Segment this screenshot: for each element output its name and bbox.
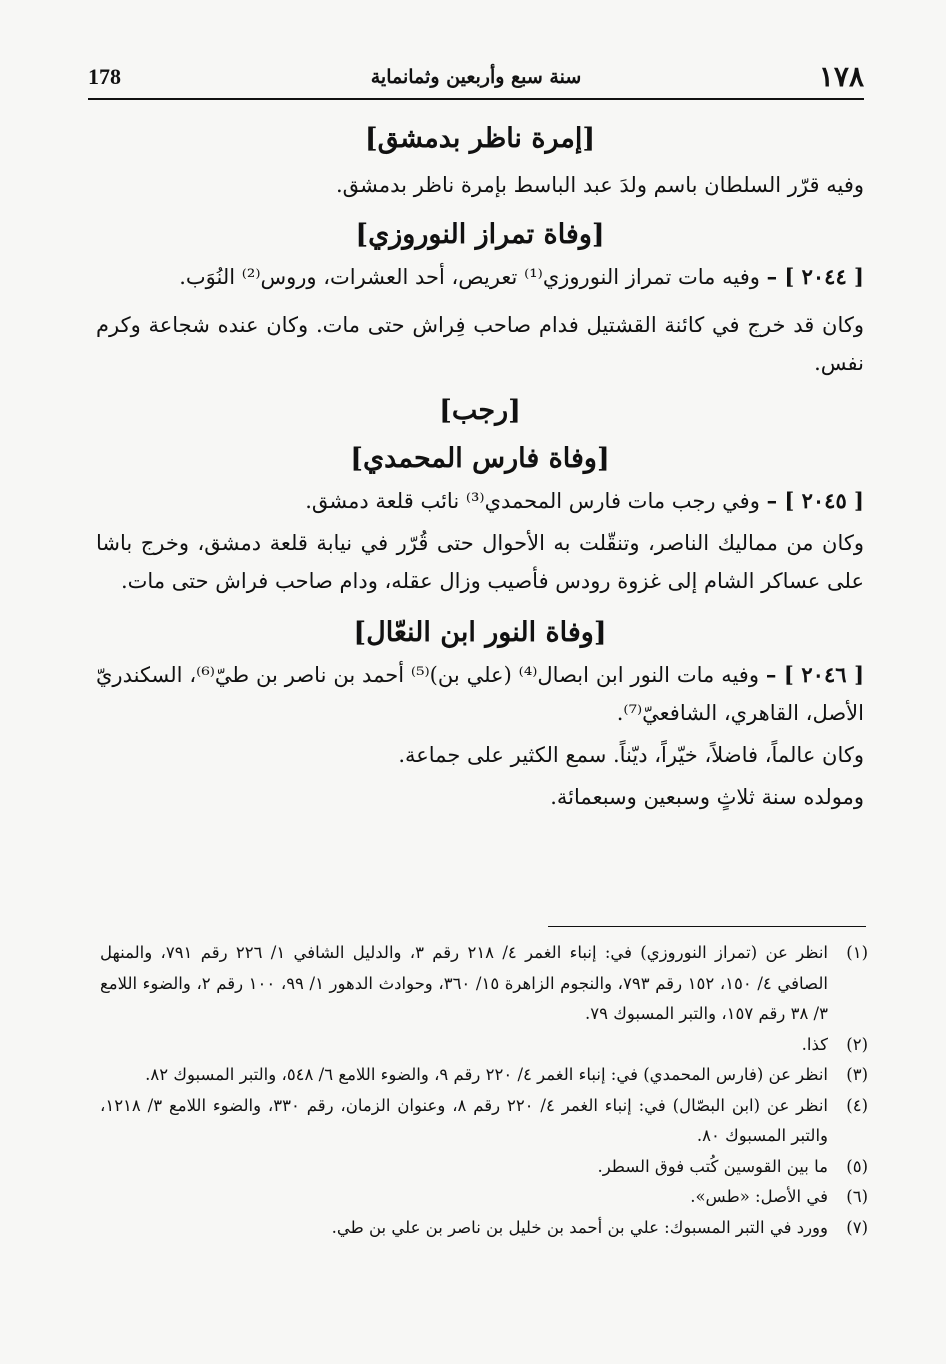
footnote-number: (٧) [846, 1217, 868, 1237]
footnote-number: (٦) [846, 1187, 868, 1206]
footnote-text: وورد في التبر المسبوك: علي بن أحمد بن خليل بن ناصر بن علي بن طي. [331, 1217, 828, 1237]
footnote-number: (١) [846, 943, 868, 962]
footnote-number: (٥) [846, 1156, 868, 1176]
section-heading: [وفاة النور ابن النعّال] [353, 617, 607, 648]
page-header [88, 58, 864, 100]
entry-number: [ ٢٠٤٤ ] – [766, 264, 864, 289]
section-heading: [وفاة تمراز النوروزي] [355, 219, 605, 250]
footnotes [100, 938, 868, 1243]
running-title: سنة سبع وأربعين وثمانماية [370, 66, 582, 88]
main-text [96, 120, 864, 816]
section-heading: [إمرة ناظر بدمشق] [364, 123, 596, 154]
footnote-text: انظر عن (تمراز النوروزي) في: إنباء الغمر ٤/ ٢١٨ رقم ٣، والدليل الشافي ١/ ٢٢٦ رقم ٧٩١، والمنهل الصافي ٤/ ١٥٠، ١٥٢ رقم ٧٩٣، والنجوم الزاهرة ١٥/ ٣٦٠، وحوادث الدهور ١/ ٩٩، ١٠٠ رقم ٢، والضوء اللامع ٣/ ٣٨ رقم ١٥٧، والتبر المسبوك ٧٩. [100, 943, 829, 1023]
paragraph: وفيه قرّر السلطان باسم ولدَ عبد الباسط بإمرة ناظر بدمشق. [335, 173, 864, 197]
paragraph: وكان من مماليك الناصر، وتنقّلت به الأحوال حتى قُرّر في نيابة قلعة دمشق، وخرج باشا على عساكر الشام إلى غزوة رودس فأصيب وزال عقله، ودام صاحب فراش حتى مات. [96, 531, 864, 593]
paragraph: وكان قد خرج في كائنة القشتيل فدام صاحب فِراش حتى مات. وكان عنده شجاعة وكرم نفس. [96, 313, 864, 375]
entry-paragraph [96, 482, 864, 520]
entry-paragraph [96, 258, 864, 296]
footnote [100, 1152, 868, 1183]
entry-paragraph [96, 656, 864, 732]
entry-number: [ ٢٠٤٥ ] – [766, 488, 864, 513]
footnote-text: انظر عن (ابن البصّال) في: إنباء الغمر ٤/ ٢٢٠ رقم ٨، وعنوان الزمان، رقم ٣٣٠، والضوء اللامع ٣/ ١٢١٨، والتبر المسبوك ٨٠. [100, 1095, 829, 1145]
entry-text: وفيه مات النور ابن ابصال⁽⁴⁾ (علي بن)⁽⁵⁾ أحمد بن ناصر بن طيّ⁽⁶⁾، السكندريّ الأصل، القاهري، الشافعيّ⁽⁷⁾. [96, 663, 864, 725]
section-heading: [وفاة فارس المحمدي] [350, 443, 610, 474]
month-heading: [رجب] [439, 395, 521, 426]
footnote-number: (٢) [846, 1034, 868, 1054]
page-number-arabic: ١٧٨ [818, 60, 864, 93]
footnote-text: ما بين القوسين كُتب فوق السطر. [597, 1156, 828, 1176]
footnote-number: (٤) [846, 1095, 868, 1115]
entry-number: [ ٢٠٤٦ ] – [765, 662, 865, 687]
footnote-text: كذا. [801, 1034, 828, 1054]
footnote-text: في الأصل: «طس». [690, 1187, 828, 1206]
entry-text: وفي رجب مات فارس المحمدي⁽³⁾ نائب قلعة دمشق. [305, 489, 760, 513]
footnote [100, 1060, 868, 1091]
footnote [100, 938, 868, 1030]
footnote-number: (٣) [846, 1065, 868, 1084]
entry-text: وفيه مات تمراز النوروزي⁽¹⁾ تعريص، أحد العشرات، وروس⁽²⁾ النُوَب. [179, 265, 760, 289]
page-number-latin: 178 [88, 64, 121, 89]
paragraph: ومولده سنة ثلاثٍ وسبعين وسبعمائة. [550, 785, 864, 809]
footnote-divider [548, 926, 866, 927]
footnote [100, 1213, 868, 1244]
footnote [100, 1182, 868, 1213]
footnote [100, 1091, 868, 1152]
paragraph: وكان عالماً، فاضلاً، خيّراً، ديّناً. سمع الكثير على جماعة. [398, 743, 864, 767]
footnote [100, 1030, 868, 1061]
footnote-text: انظر عن (فارس المحمدي) في: إنباء الغمر ٤/ ٢٢٠ رقم ٩، والضوء اللامع ٦/ ٥٤٨، والتبر المسبوك ٨٢. [145, 1065, 828, 1084]
